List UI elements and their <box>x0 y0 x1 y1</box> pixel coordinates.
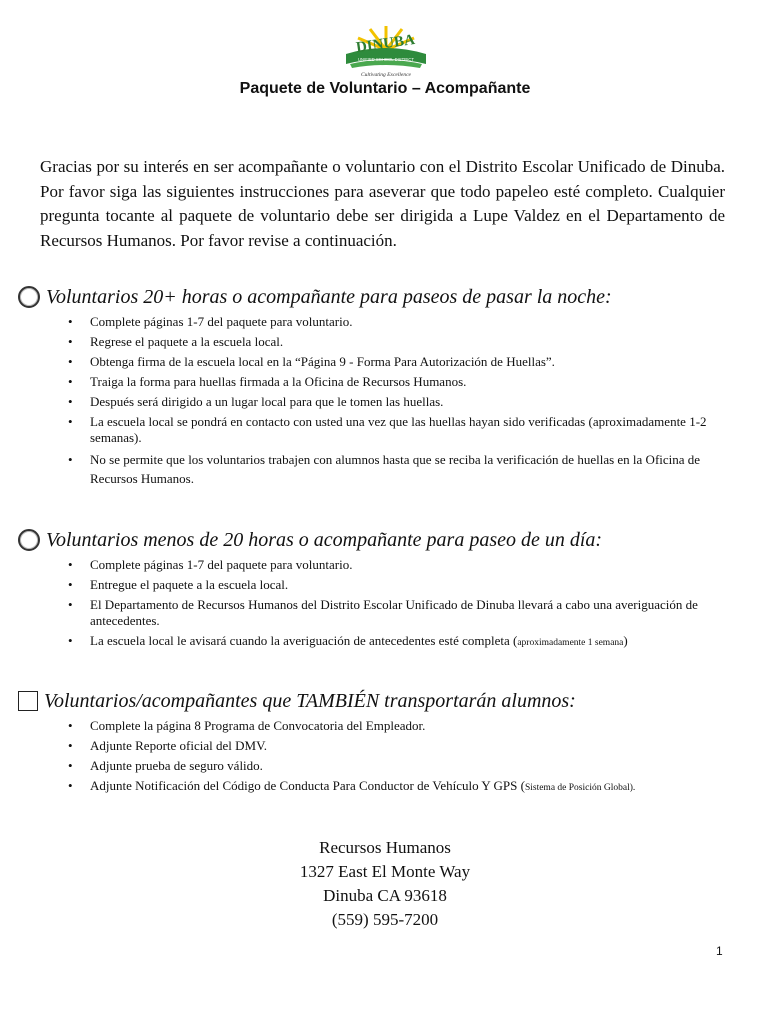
radio-circle-icon[interactable] <box>18 286 40 308</box>
list-item: • Traiga la forma para huellas firmada a la Oficina de Recursos Humanos. <box>90 374 738 390</box>
list-item: • Obtenga firma de la escuela local en la “Página 9 - Forma Para Autorización de Huellas”. <box>90 354 738 370</box>
list-item: • Complete páginas 1-7 del paquete para voluntario. <box>90 557 738 573</box>
dinuba-logo <box>340 20 432 80</box>
section-20-plus-hours <box>18 284 738 492</box>
page-number: 1 <box>716 944 723 958</box>
list-item-small-text: Sistema de Posición Global). <box>524 783 636 793</box>
radio-circle-icon[interactable] <box>18 529 40 551</box>
section-under-20-hours <box>18 527 738 655</box>
logo-district: UNIFIED SCHOOL DISTRICT <box>358 57 414 62</box>
checkbox-square-icon[interactable] <box>18 691 38 711</box>
section-heading <box>18 284 738 310</box>
instruction-list <box>18 314 738 488</box>
list-item-text: Adjunte Notificación del Código de Conducta Para Conductor de Vehículo Y GPS ( <box>90 778 525 793</box>
contact-address <box>0 836 770 932</box>
section-heading-text: Voluntarios menos de 20 horas o acompañante para paseo de un día: <box>46 528 603 551</box>
list-item <box>90 633 738 651</box>
list-item: • Adjunte Reporte oficial del DMV. <box>90 738 738 754</box>
section-heading <box>18 688 738 714</box>
instruction-list <box>18 718 738 796</box>
section-transport <box>18 688 738 800</box>
list-item: • Adjunte prueba de seguro válido. <box>90 758 738 774</box>
section-heading <box>18 527 738 553</box>
list-item <box>90 778 738 796</box>
list-item: • La escuela local se pondrá en contacto con usted una vez que las huellas hayan sido verificadas (aproximadamente 1-2 semanas). <box>90 414 738 446</box>
address-department: Recursos Humanos <box>319 838 451 857</box>
list-item-text: La escuela local le avisará cuando la averiguación de antecedentes esté completa ( <box>90 633 518 648</box>
list-item-small-text: aproximadamente 1 semana <box>517 638 624 648</box>
instruction-list <box>18 557 738 651</box>
list-item-end: ) <box>623 633 628 648</box>
address-phone: (559) 595-7200 <box>331 910 439 929</box>
list-item: • Regrese el paquete a la escuela local. <box>90 334 738 350</box>
address-city: Dinuba CA 93618 <box>323 886 447 905</box>
section-heading-text: Voluntarios 20+ horas o acompañante para paseos de pasar la noche: <box>46 285 612 308</box>
list-item: • Entregue el paquete a la escuela local. <box>90 577 738 593</box>
list-item: • Complete la página 8 Programa de Convocatoria del Empleador. <box>90 718 738 734</box>
list-item: • Después será dirigido a un lugar local para que le tomen las huellas. <box>90 394 738 410</box>
logo-slogan: Cultivating Excellence <box>361 72 411 78</box>
dinuba-logo-graphic <box>340 20 432 80</box>
page-title: Paquete de Voluntario – Acompañante <box>239 80 531 97</box>
list-item: • No se permite que los voluntarios trabajen con alumnos hasta que se reciba la verificación de huellas en la Oficina de Recursos Humanos. <box>90 450 738 488</box>
list-item: • El Departamento de Recursos Humanos del Distrito Escolar Unificado de Dinuba llevará a cabo una averiguación de antecedentes. <box>90 597 738 629</box>
logo-wordmark: DINUBA <box>355 31 416 57</box>
list-item: • Complete páginas 1-7 del paquete para voluntario. <box>90 314 738 330</box>
address-street: 1327 East El Monte Way <box>299 862 471 881</box>
intro-paragraph: Gracias por su interés en ser acompañante o voluntario con el Distrito Escolar Unificado de Dinuba. Por favor siga las siguientes instrucciones para aseverar que todo papeleo esté completo. Cualquier pregunta tocante al paquete de voluntario debe ser dirigida a Lupe Valdez en el Departamento de Recursos Humanos. Por favor revise a continuación. <box>40 157 725 250</box>
section-heading-text: Voluntarios/acompañantes que TAMBIÉN transportarán alumnos: <box>44 689 576 712</box>
